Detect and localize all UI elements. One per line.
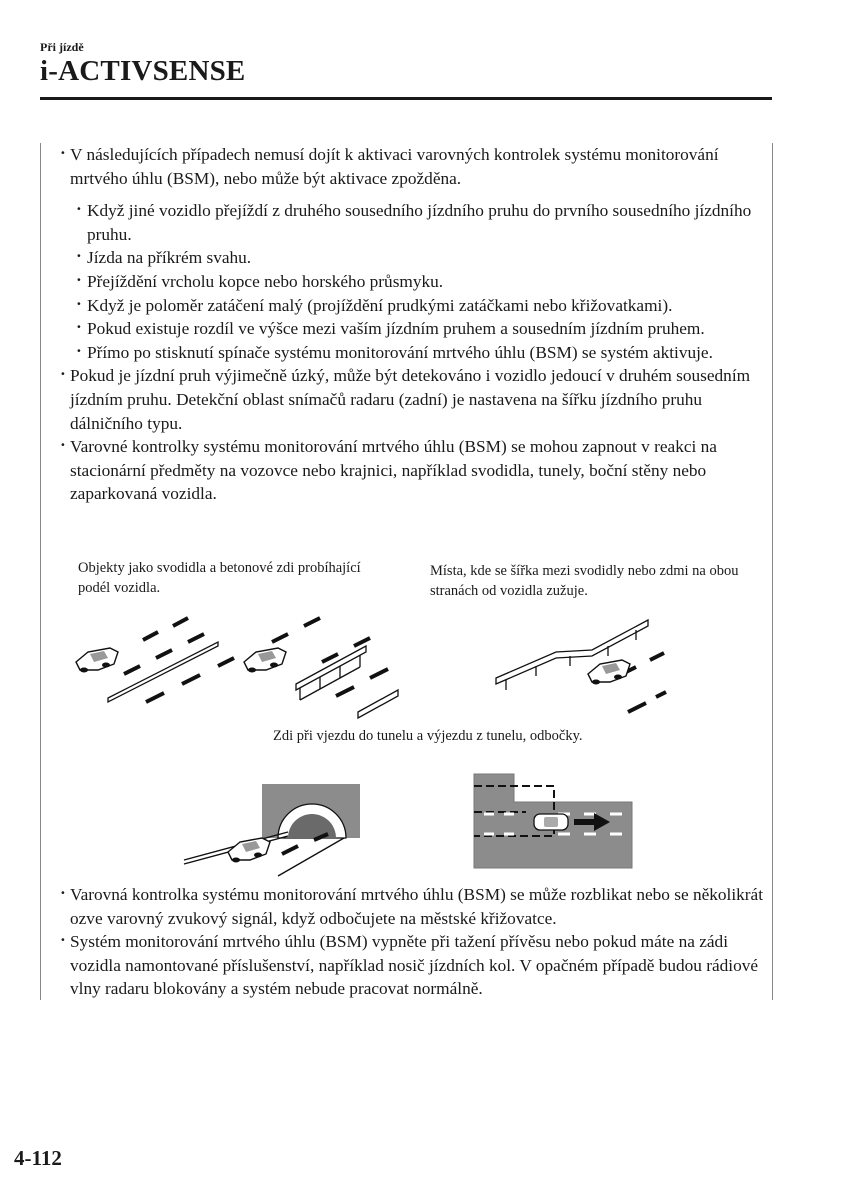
caption-tunnel: Zdi při vjezdu do tunelu a výjezdu z tunelu, odbočky. (273, 728, 583, 744)
car-icon (244, 648, 286, 673)
caption-guardrail: Objekty jako svodidla a betonové zdi probíhající podél vozidla. (78, 560, 361, 596)
bullet-item: · Pokud je jízdní pruh výjimečně úzký, může být detekováno i vozidlo jedoucí v druhém sousedním jízdním pruhu. Detekční oblast snímačů radaru (zadní) je nastavena na šířku jízdního pruhu dálničního typu. (60, 364, 764, 435)
car-icon (534, 814, 568, 830)
sub-bullet-item: · Pokud existuje rozdíl ve výšce mezi vaším jízdním pruhem a sousedním jízdním pruhem. (60, 317, 764, 341)
caution-content (60, 143, 764, 506)
bullet-item: · Systém monitorování mrtvého úhlu (BSM) vypněte při tažení přívěsu nebo pokud máte na zádi vozidla namontované příslušenství, například nosič jízdních kol. V opačném případě budou rádiové vlny radaru blokovány a systém nebude pracovat normálně. (60, 930, 764, 1001)
illustration-road-car (68, 612, 248, 712)
caution-content-lower (60, 883, 764, 1001)
sub-bullet-item: · Jízda na příkrém svahu. (60, 246, 764, 270)
illustration-intersection (470, 772, 636, 870)
illustration-narrowing (496, 612, 668, 722)
illustration-tunnel (178, 782, 374, 882)
caution-box-right-border (772, 143, 773, 1000)
caution-box-left-border (40, 143, 41, 1000)
car-icon (228, 838, 270, 863)
bullet-item: · Varovná kontrolka systému monitorování mrtvého úhlu (BSM) se může rozblikat nebo se několikrát ozve varovný zvukový signál, když odbočujete na městské křižovatce. (60, 883, 764, 930)
car-icon (76, 648, 118, 673)
car-icon (588, 660, 630, 685)
page-number: 4-112 (14, 1146, 62, 1170)
header-rule (40, 97, 772, 100)
sub-bullet-item: · Přejíždění vrcholu kopce nebo horského průsmyku. (60, 270, 764, 294)
sub-bullet-item: · Když jiné vozidlo přejíždí z druhého sousedního jízdního pruhu do prvního sousedního jízdního pruhu. (60, 199, 764, 246)
caption-narrowing: Místa, kde se šířka mezi svodidly nebo zdmi na obou stranách od vozidla zužuje. (430, 563, 739, 599)
bullet-item: · Varovné kontrolky systému monitorování mrtvého úhlu (BSM) se mohou zapnout v reakci na stacionární předměty na vozovce nebo krajnici, například svodidla, tunely, boční stěny nebo zaparkovaná vozidla. (60, 435, 764, 506)
sub-bullet-item: · Přímo po stisknutí spínače systému monitorování mrtvého úhlu (BSM) se systém aktivuje. (60, 341, 764, 365)
bullet-item: · V následujících případech nemusí dojít k aktivaci varovných kontrolek systému monitorování mrtvého úhlu (BSM), nebo může být aktivace zpožděna. (60, 143, 764, 190)
sub-bullet-list (60, 199, 764, 364)
section-label: Při jízdě (40, 40, 84, 54)
sub-bullet-item: · Když je poloměr zatáčení malý (projíždění prudkými zatáčkami nebo křižovatkami). (60, 294, 764, 318)
page-title: i-ACTIVSENSE (40, 55, 246, 87)
illustration-guardrail (238, 612, 418, 722)
